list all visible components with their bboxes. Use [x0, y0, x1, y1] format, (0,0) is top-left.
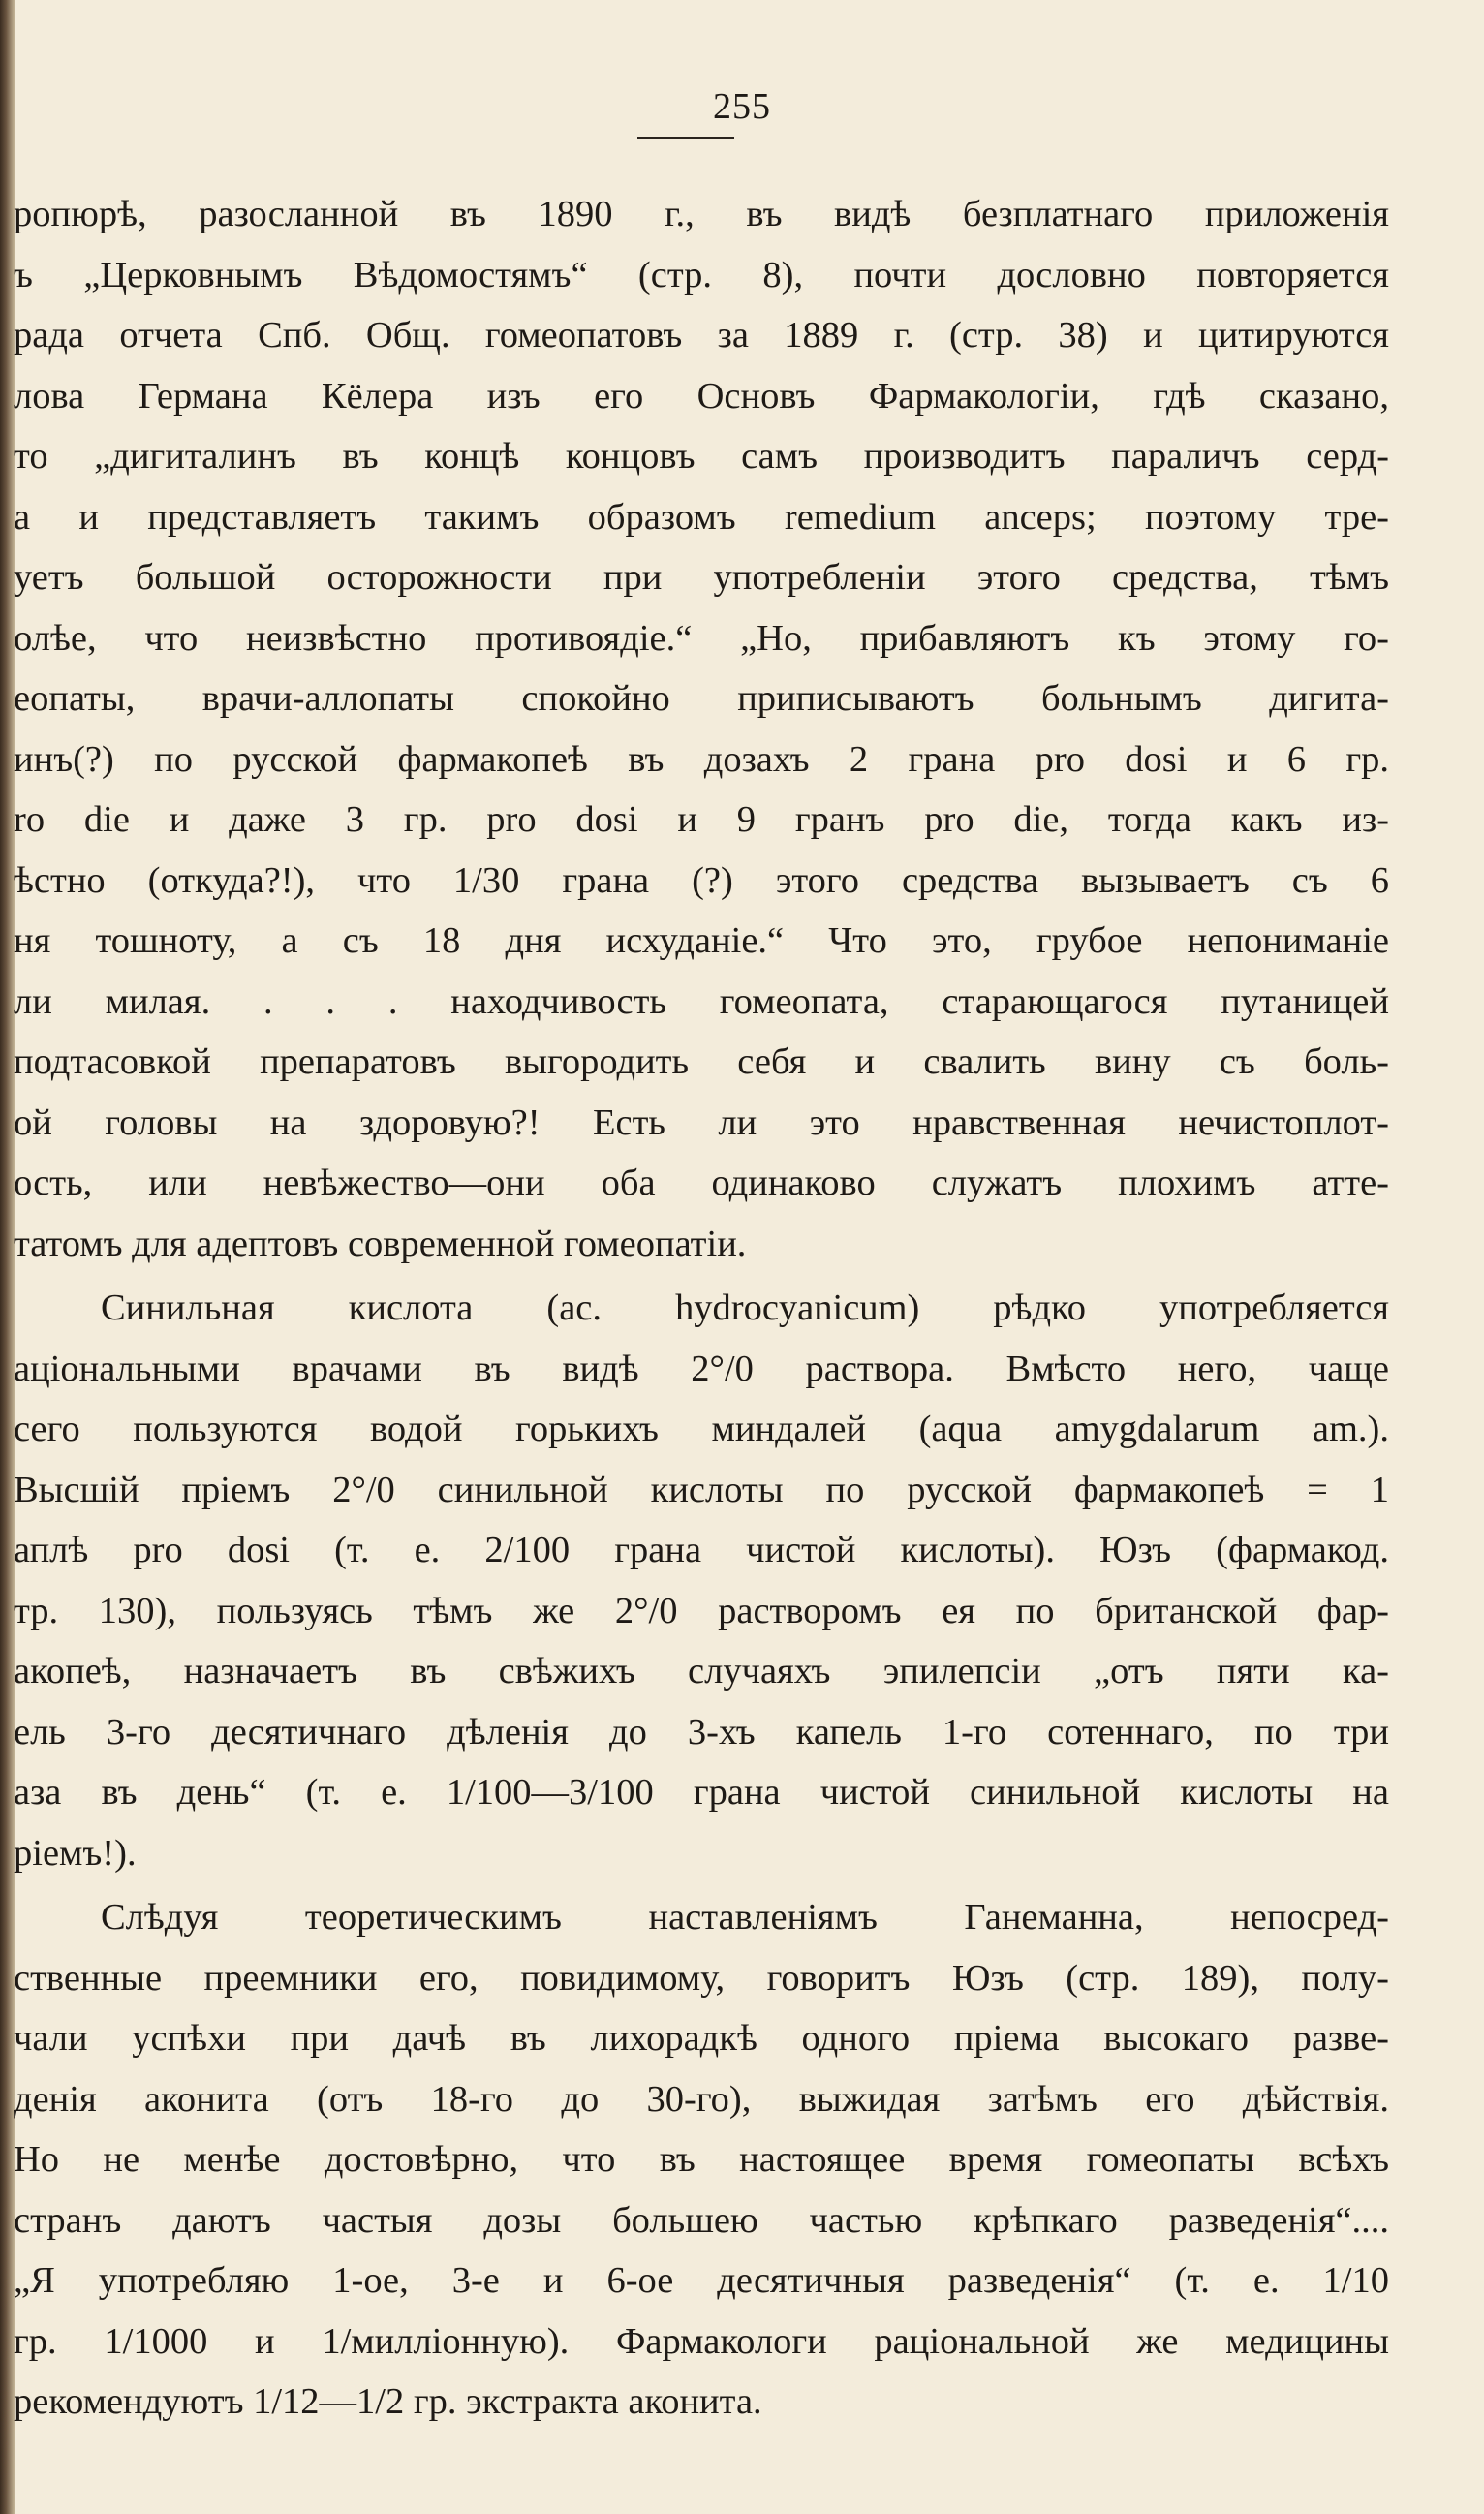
text-line: ственные преемники его, повидимому, говоритъ Юзъ (стр. 189), полу- — [14, 1957, 1389, 1999]
text-line: ли милая. . . . находчивость гомеопата, старающагося путаницей — [14, 980, 1389, 1022]
text-line: аза въ день“ (т. е. 1/100—3/100 грана чистой синильной кислоты на — [14, 1772, 1389, 1813]
text-line: то „дигиталинъ въ концѣ концовъ самъ производитъ параличъ серд- — [14, 436, 1389, 477]
text-line: Слѣдуя теоретическимъ наставленіямъ Ганеманна, непосред- — [101, 1897, 1389, 1938]
text-line: „Я употребляю 1-ое, 3-е и 6-ое десятичныя разведенія“ (т. е. 1/10 — [14, 2260, 1389, 2301]
text-line: чали успѣхи при дачѣ въ лихорадкѣ одного пріема высокаго разве- — [14, 2018, 1389, 2059]
text-line: лова Германа Кёлера изъ его Основъ Фармакологіи, гдѣ сказано, — [14, 375, 1389, 417]
text-line: акопеѣ, назначаетъ въ свѣжихъ случаяхъ эпилепсіи „отъ пяти ка- — [14, 1651, 1389, 1692]
text-line: ель 3-го десятичнаго дѣленія до 3-хъ капель 1-го сотеннаго, по три — [14, 1711, 1389, 1753]
page-number-rule — [637, 137, 734, 139]
text-line: инъ(?) по русской фармакопеѣ въ дозахъ 2 грана pro dosi и 6 гр. — [14, 738, 1389, 780]
text-line: Но не менѣе достовѣрно, что въ настоящее время гомеопаты всѣхъ — [14, 2139, 1389, 2180]
text-line: олѣе, что неизвѣстно противоядіе.“ „Но, прибавляютъ къ этому го- — [14, 617, 1389, 659]
text-line: ъ „Церковнымъ Вѣдомостямъ“ (стр. 8), почти дословно повторяется — [14, 254, 1389, 295]
text-line: ость, или невѣжество—они оба одинаково служатъ плохимъ атте- — [14, 1163, 1389, 1203]
text-line: аціональными врачами въ видѣ 2°/0 раствора. Вмѣсто него, чаще — [14, 1348, 1389, 1389]
text-line: Синильная кислота (ac. hydrocyanicum) рѣдко употребляется — [101, 1288, 1389, 1328]
text-line: ro die и даже 3 гр. pro dosi и 9 гранъ pro die, тогда какъ из- — [14, 799, 1389, 840]
text-line: подтасовкой препаратовъ выгородить себя и свалить вину съ боль- — [14, 1041, 1389, 1082]
text-line: аплѣ pro dosi (т. е. 2/100 грана чистой кислоты). Юзъ (фармакод. — [14, 1530, 1389, 1570]
text-line: ня тошноту, а съ 18 дня исхуданіе.“ Что это, грубое непониманіе — [14, 920, 1389, 961]
text-line: рада отчета Спб. Общ. гомеопатовъ за 1889 г. (стр. 38) и цитируются — [14, 315, 1389, 356]
text-line: странъ даютъ частыя дозы большею частью крѣпкаго разведенія“.... — [14, 2199, 1389, 2241]
page-number: 255 — [713, 86, 771, 127]
text-line: гр. 1/1000 и 1/милліонную). Фармакологи раціональной же медицины — [14, 2320, 1389, 2362]
text-line: а и представляетъ такимъ образомъ remedium anceps; поэтому тре- — [14, 496, 1389, 538]
text-line: ой головы на здоровую?! Есть ли это нравственная нечистоплот- — [14, 1102, 1389, 1143]
text-line: еопаты, врачи-аллопаты спокойно приписываютъ больнымъ дигита- — [14, 678, 1389, 719]
text-line: уетъ большой осторожности при употребленіи этого средства, тѣмъ — [14, 557, 1389, 598]
text-line: татомъ для адептовъ современной гомеопатіи. — [14, 1223, 747, 1264]
text-line: Высшій пріемъ 2°/0 синильной кислоты по русской фармакопеѣ = 1 — [14, 1469, 1389, 1510]
text-line: денія аконита (отъ 18-го до 30-го), выжидая затѣмъ его дѣйствія. — [14, 2078, 1389, 2120]
text-line: сего пользуются водой горькихъ миндалей (aqua amygdalarum am.). — [14, 1409, 1389, 1449]
text-line: ѣстно (откуда?!), что 1/30 грана (?) этого средства вызываетъ съ 6 — [14, 859, 1389, 901]
text-line: рекомендуютъ 1/12—1/2 гр. экстракта аконита. — [14, 2381, 762, 2422]
text-line: ропюрѣ, разосланной въ 1890 г., въ видѣ безплатнаго приложенія — [14, 194, 1389, 234]
text-line: ріемъ!). — [14, 1832, 137, 1874]
text-line: тр. 130), пользуясь тѣмъ же 2°/0 растворомъ ея по британской фар- — [14, 1590, 1389, 1631]
body-text — [14, 184, 1389, 2433]
